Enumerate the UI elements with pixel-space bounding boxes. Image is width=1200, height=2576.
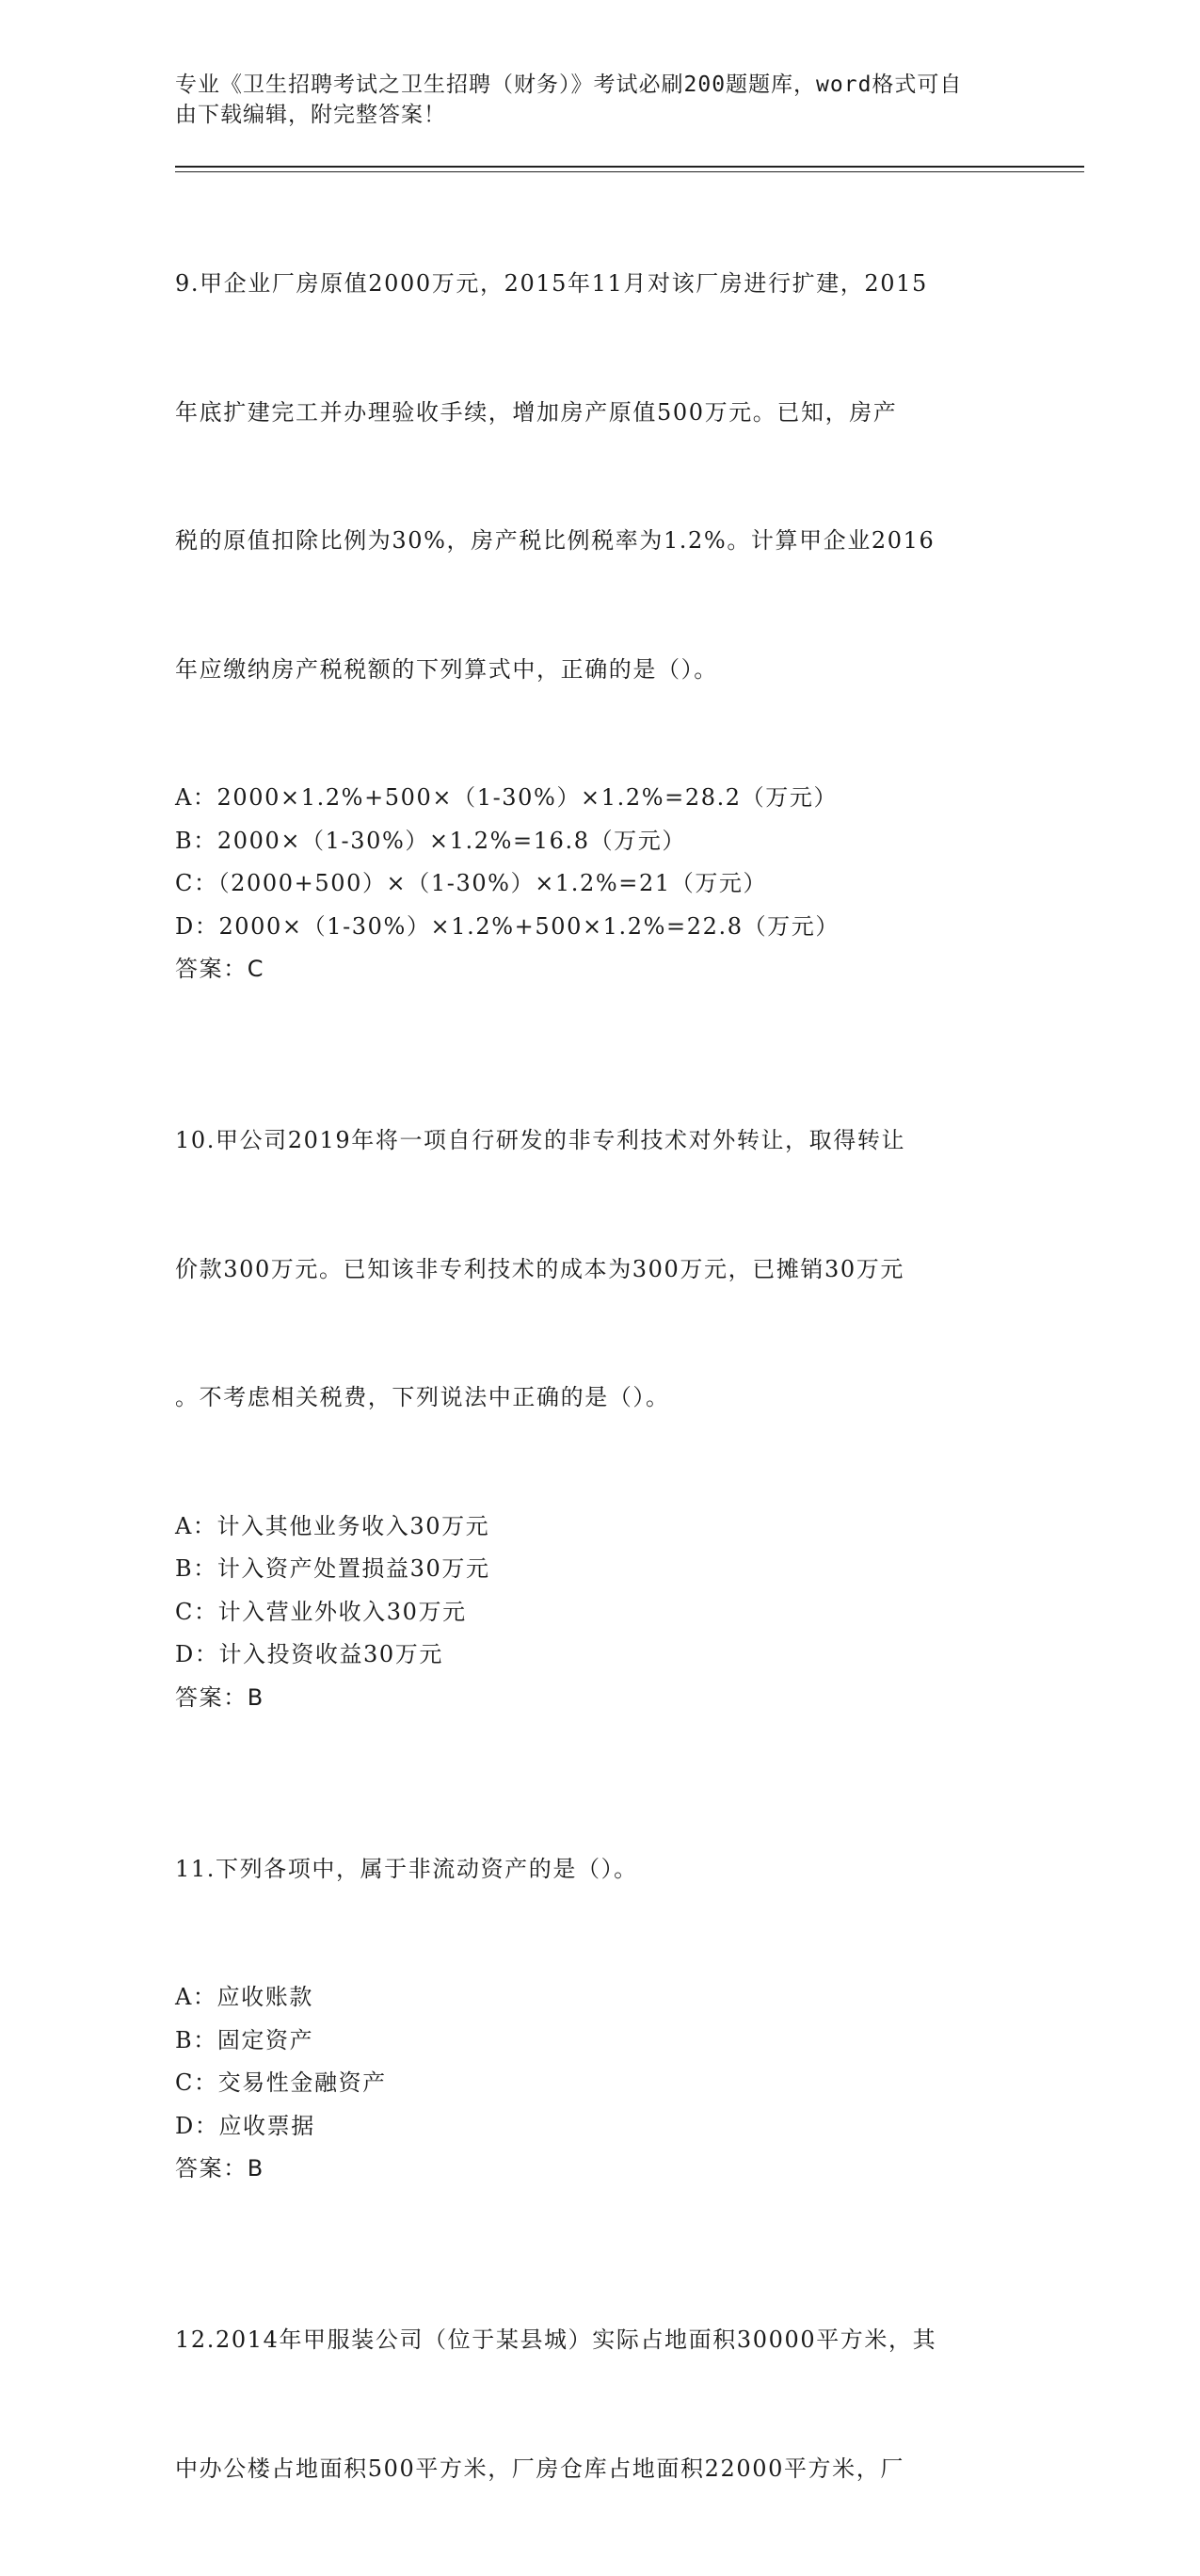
option-c: C：计入营业外收入30万元 (175, 1598, 467, 1625)
question-stem (175, 177, 1022, 777)
question-10 (175, 1034, 1022, 1719)
option-b: B：2000×（1-30%）×1.2%=16.8（万元） (175, 827, 686, 854)
stem-line: 中办公楼占地面积500平方米，厂房仓库占地面积22000平方米，厂 (175, 2455, 904, 2482)
option-b: B：计入资产处置损益30万元 (175, 1555, 490, 1582)
question-stem (175, 1763, 1022, 1977)
stem-line: 12.2014年甲服装公司（位于某县城）实际占地面积30000平方米，其 (175, 2326, 937, 2353)
answer-line: 答案：B (175, 1683, 264, 1711)
option-a: A：应收账款 (175, 1984, 313, 2010)
answer-line: 答案：C (175, 956, 265, 982)
stem-line: 年底扩建完工并办理验收手续，增加房产原值500万元。已知，房产 (175, 398, 898, 426)
question-12 (175, 2233, 1022, 2576)
question-stem (175, 2233, 1022, 2576)
stem-line: 11.下列各项中，属于非流动资产的是（）。 (175, 1855, 638, 1882)
stem-line: 9.甲企业厂房原值2000万元，2015年11月对该厂房进行扩建，2015 (175, 270, 928, 297)
question-11 (175, 1763, 1022, 2191)
question-stem (175, 1034, 1022, 1505)
stem-line: 。不考虑相关税费，下列说法中正确的是（）。 (175, 1384, 670, 1410)
document-header (175, 70, 1003, 130)
option-c: C：交易性金融资产 (175, 2069, 387, 2096)
question-9 (175, 177, 1022, 991)
answer-line: 答案：B (175, 2155, 264, 2182)
stem-line: 10.甲公司2019年将一项自行研发的非专利技术对外转让，取得转让 (175, 1127, 906, 1153)
question-spacer (175, 991, 1022, 1035)
stem-line: 年应缴纳房产税税额的下列算式中，正确的是（）。 (175, 655, 718, 683)
header-divider-thin (175, 171, 1084, 172)
option-c: C：（2000+500）×（1-30%）×1.2%=21（万元） (175, 870, 768, 896)
question-list (175, 177, 1022, 2576)
header-divider-thick (175, 166, 1084, 168)
option-d: D：2000×（1-30%）×1.2%+500×1.2%=22.8（万元） (175, 912, 840, 940)
option-d: D：计入投资收益30万元 (175, 1641, 443, 1667)
header-line: 由下载编辑，附完整答案！ (175, 103, 446, 127)
option-a: A：2000×1.2%+500×（1-30%）×1.2%=28.2（万元） (175, 784, 839, 811)
question-spacer (175, 2191, 1022, 2234)
stem-line: 税的原值扣除比例为30%，房产税比例税率为1.2%。计算甲企业2016 (175, 527, 936, 554)
header-line: 专业《卫生招聘考试之卫生招聘（财务）》考试必刷200题题库，word格式可自 (175, 72, 963, 97)
question-spacer (175, 1719, 1022, 1763)
option-a: A：计入其他业务收入30万元 (175, 1512, 490, 1539)
option-d: D：应收票据 (175, 2112, 315, 2139)
stem-line: 价款300万元。已知该非专利技术的成本为300万元，已摊销30万元 (175, 1255, 904, 1282)
option-b: B：固定资产 (175, 2026, 314, 2053)
